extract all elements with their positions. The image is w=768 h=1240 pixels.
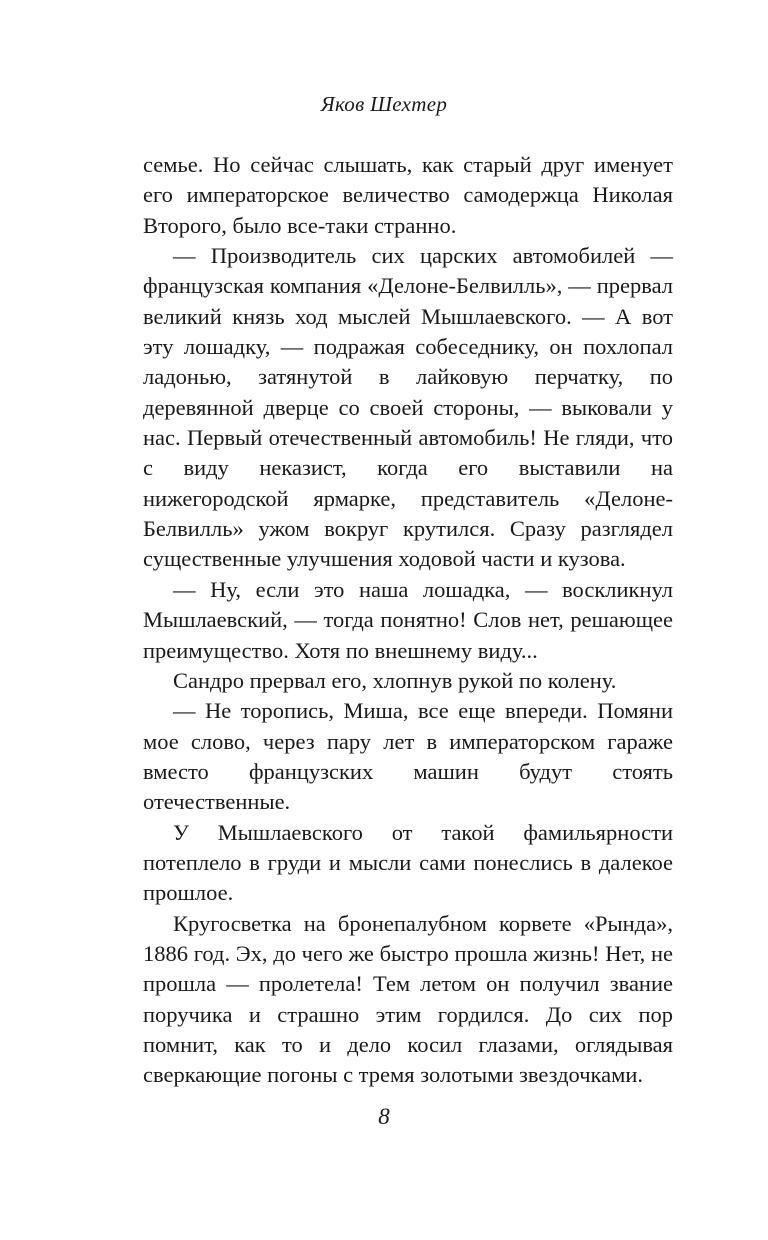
paragraph-7: Кругосветка на бронепалубном корвете «Рында», 1886 год. Эх, до чего же быстро прошла жизнь! Нет, не прошла — пролетела! Тем летом он получил звание поручика и страшно этим гордился. До сих пор помнит, как то и дело косил глазами, оглядывая сверкающие погоны с тремя золотыми звездочками. (143, 910, 673, 1088)
paragraph-6: У Мышлаевского от такой фамильярности потеплело в груди и мысли сами понеслись в далекое прошлое. (143, 819, 673, 906)
running-head-author: Яков Шехтер (320, 92, 448, 116)
paragraph-3: — Ну, если это наша лошадка, — воскликнул Мышлаевский, — тогда понятно! Слов нет, решающее преимущество. Хотя по внешнему виду... (143, 576, 673, 663)
page-number: 8 (378, 1104, 390, 1129)
paragraph-2: — Производитель сих царских автомобилей — французская компания «Делоне-Белвилль», — прервал великий князь ход мыслей Мышлаевского. — А вот эту лошадку, — подражая собеседнику, он похлопал ладонью, затянутой в лайковую перчатку, по деревянной дверце со своей стороны, — выковали у нас. Первый отечественный автомобиль! Не гляди, что с виду неказист, когда его выставили на нижегородской ярмарке, представитель «Делоне-Белвилль» ужом вокруг крутился. Сразу разглядел существенные улучшения ходовой части и кузова. (143, 243, 673, 572)
paragraph-4: Сандро прервал его, хлопнув рукой по колену. (173, 667, 617, 693)
paragraph-5: — Не торопись, Миша, все еще впереди. Помяни мое слово, через пару лет в императорском гараже вместо французских машин будут стоять отечественные. (143, 698, 673, 815)
paragraph-1: семье. Но сейчас слышать, как старый друг именует его императорское величество самодержца Николая Второго, было все-таки странно. (143, 152, 673, 238)
body-text (143, 150, 673, 1091)
